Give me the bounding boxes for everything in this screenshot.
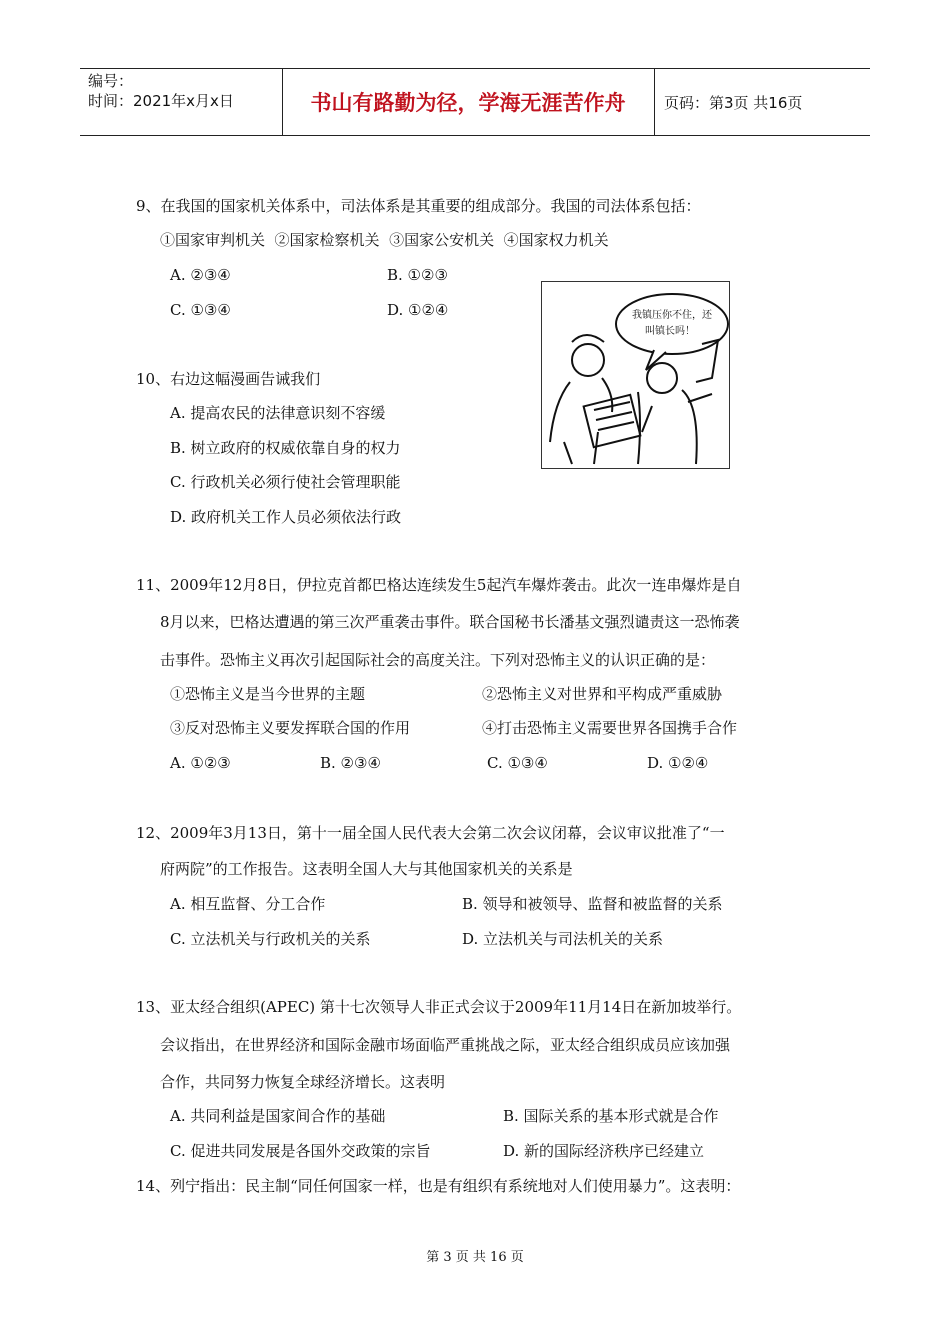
q11-item-4: ④打击恐怖主义需要世界各国携手合作	[482, 719, 738, 737]
q13-option-d: D. 新的国际经济秩序已经建立	[503, 1142, 705, 1160]
q10-stem: 10、右边这幅漫画告诫我们	[136, 370, 321, 388]
q10-option-d: D. 政府机关工作人员必须依法行政	[170, 508, 402, 526]
q10-option-a: A. 提高农民的法律意识刻不容缓	[170, 404, 386, 422]
q12-option-b: B. 领导和被领导、监督和被监督的关系	[462, 895, 723, 913]
q11-line-1: 11、2009年12月8日，伊拉克首都巴格达连续发生5起汽车爆炸袭击。此次一连串爆炸是自	[136, 576, 742, 594]
q12-option-d: D. 立法机关与司法机关的关系	[462, 930, 664, 948]
cartoon-speech-line-2: 叫镇长吗！	[645, 326, 695, 337]
time-label: 时间：2021年x月x日	[88, 92, 234, 110]
q9-option-c: C. ①③④	[170, 301, 231, 319]
cartoon-image	[541, 281, 730, 469]
q9-stem: 9、在我国的国家机关体系中，司法体系是其重要的组成部分。我国的司法体系包括：	[136, 197, 701, 215]
number-label: 编号：	[88, 72, 134, 90]
header-page-info: 页码：第3页 共16页	[664, 93, 803, 112]
q14-line-1: 14、列宁指出：民主制“同任何国家一样，也是有组织有系统地对人们使用暴力”。这表明：	[136, 1177, 741, 1195]
q13-line-2: 会议指出，在世界经济和国际金融市场面临严重挑战之际，亚太经合组织成员应该加强	[160, 1036, 731, 1054]
q9-option-a: A. ②③④	[170, 266, 231, 284]
q13-option-a: A. 共同利益是国家间合作的基础	[170, 1107, 386, 1125]
q9-option-d: D. ①②④	[387, 301, 449, 319]
q13-option-c: C. 促进共同发展是各国外交政策的宗旨	[170, 1142, 431, 1160]
q11-option-c: C. ①③④	[487, 754, 548, 772]
q9-items: ①国家审判机关 ②国家检察机关 ③国家公安机关 ④国家权力机关	[160, 231, 609, 249]
q12-line-2: 府两院”的工作报告。这表明全国人大与其他国家机关的关系是	[160, 860, 573, 878]
cartoon-illustration	[542, 282, 729, 468]
q11-option-d: D. ①②④	[647, 754, 709, 772]
q10-option-c: C. 行政机关必须行使社会管理职能	[170, 473, 401, 491]
q9-option-b: B. ①②③	[387, 266, 448, 284]
q11-option-a: A. ①②③	[170, 754, 231, 772]
q11-line-3: 击事件。恐怖主义再次引起国际社会的高度关注。下列对恐怖主义的认识正确的是：	[160, 651, 716, 669]
q11-line-2: 8月以来，巴格达遭遇的第三次严重袭击事件。联合国秘书长潘基文强烈谴责这一恐怖袭	[160, 613, 740, 631]
page-header	[80, 68, 870, 136]
q13-line-1: 13、亚太经合组织(APEC) 第十七次领导人非正式会议于2009年11月14日在新加坡举行。	[136, 998, 742, 1016]
header-meta	[80, 69, 283, 135]
q11-item-3: ③反对恐怖主义要发挥联合国的作用	[170, 719, 411, 737]
cartoon-speech-line-1: 我镇压你不住，还	[632, 310, 712, 321]
q11-item-2: ②恐怖主义对世界和平构成严重威胁	[482, 685, 723, 703]
q12-option-c: C. 立法机关与行政机关的关系	[170, 930, 371, 948]
q13-line-3: 合作，共同努力恢复全球经济增长。这表明	[160, 1073, 446, 1091]
q11-option-b: B. ②③④	[320, 754, 381, 772]
q11-item-1: ①恐怖主义是当今世界的主题	[170, 685, 366, 703]
q12-option-a: A. 相互监督、分工合作	[170, 895, 326, 913]
q10-option-b: B. 树立政府的权威依靠自身的权力	[170, 439, 401, 457]
q13-option-b: B. 国际关系的基本形式就是合作	[503, 1107, 719, 1125]
q12-line-1: 12、2009年3月13日，第十一届全国人民代表大会第二次会议闭幕，会议审议批准了“一	[136, 824, 725, 842]
page-footer: 第 3 页 共 16 页	[426, 1250, 524, 1265]
header-motto: 书山有路勤为径，学海无涯苦作舟	[282, 69, 655, 135]
